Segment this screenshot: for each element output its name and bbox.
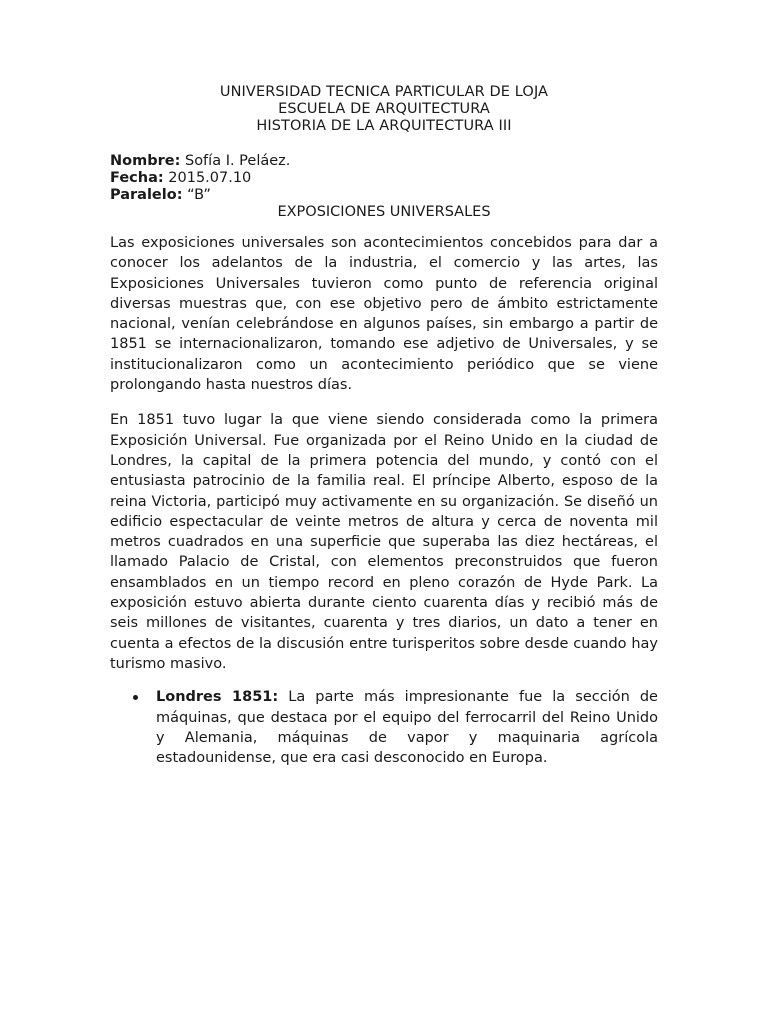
document-page	[110, 84, 658, 768]
document-title: EXPOSICIONES UNIVERSALES	[277, 204, 491, 220]
fecha-value: 2015.07.10	[163, 170, 252, 186]
document-header	[110, 84, 658, 135]
course-name: HISTORIA DE LA ARQUITECTURA III	[256, 118, 512, 134]
university-name: UNIVERSIDAD TECNICA PARTICULAR DE LOJA	[219, 84, 549, 100]
nombre-label: Nombre:	[110, 153, 181, 169]
paragraph-1851: En 1851 tuvo lugar la que viene siendo considerada como la primera Exposición Universal. Fue organizada por el Reino Unido en la ciudad de Londres, la capital de la primera potencia del mundo, y contó con el entusiasta patrocinio de la familia real. El príncipe Alberto, esposo de la reina Victoria, participó muy activamente en su organización. Se diseñó un edificio espectacular de veinte metros de altura y cerca de noventa mil metros cuadrados en una superficie que superaba las diez hectáreas, el llamado Palacio de Cristal, con elementos preconstruidos que fueron ensamblados en un tiempo record en pleno corazón de Hyde Park. La exposición estuvo abierta durante ciento cuarenta días y recibió más de seis millones de visitantes, cuarenta y tres diarios, un dato a tener en cuenta a efectos de la discusión entre turisperitos sobre desde cuando hay turismo masivo.	[110, 412, 658, 672]
list-item	[110, 687, 658, 768]
paralelo-row	[110, 187, 658, 204]
nombre-value: Sofía I. Peláez.	[180, 153, 291, 169]
nombre-row	[110, 153, 658, 170]
bullet-list	[110, 687, 658, 768]
bullet-heading: Londres 1851:	[156, 689, 279, 706]
document-meta	[110, 153, 658, 204]
paragraph-intro: Las exposiciones universales son acontecimientos concebidos para dar a conocer los adelantos de la industria, el comercio y las artes, las Exposiciones Universales tuvieron como punto de referencia original diversas muestras que, con ese objetivo pero de ámbito estrictamente nacional, venían celebrándose en algunos países, sin embargo a partir de 1851 se internacionalizaron, tomando ese adjetivo de Universales, y se institucionalizaron como un acontecimiento periódico que se viene prolongando hasta nuestros días.	[110, 235, 658, 394]
bullet-icon	[133, 695, 138, 700]
fecha-label: Fecha:	[110, 170, 164, 186]
paralelo-value: “B”	[182, 187, 211, 203]
paralelo-label: Paralelo:	[110, 187, 183, 203]
school-name: ESCUELA DE ARQUITECTURA	[278, 101, 490, 117]
bullet-text: La parte más impresionante fue la sección de máquinas, que destaca por el equipo del ferrocarril del Reino Unido y Alemania, máquinas de vapor y maquinaria agrícola estadounidense, que era casi desconocido en Europa.	[156, 689, 658, 767]
fecha-row	[110, 170, 658, 187]
